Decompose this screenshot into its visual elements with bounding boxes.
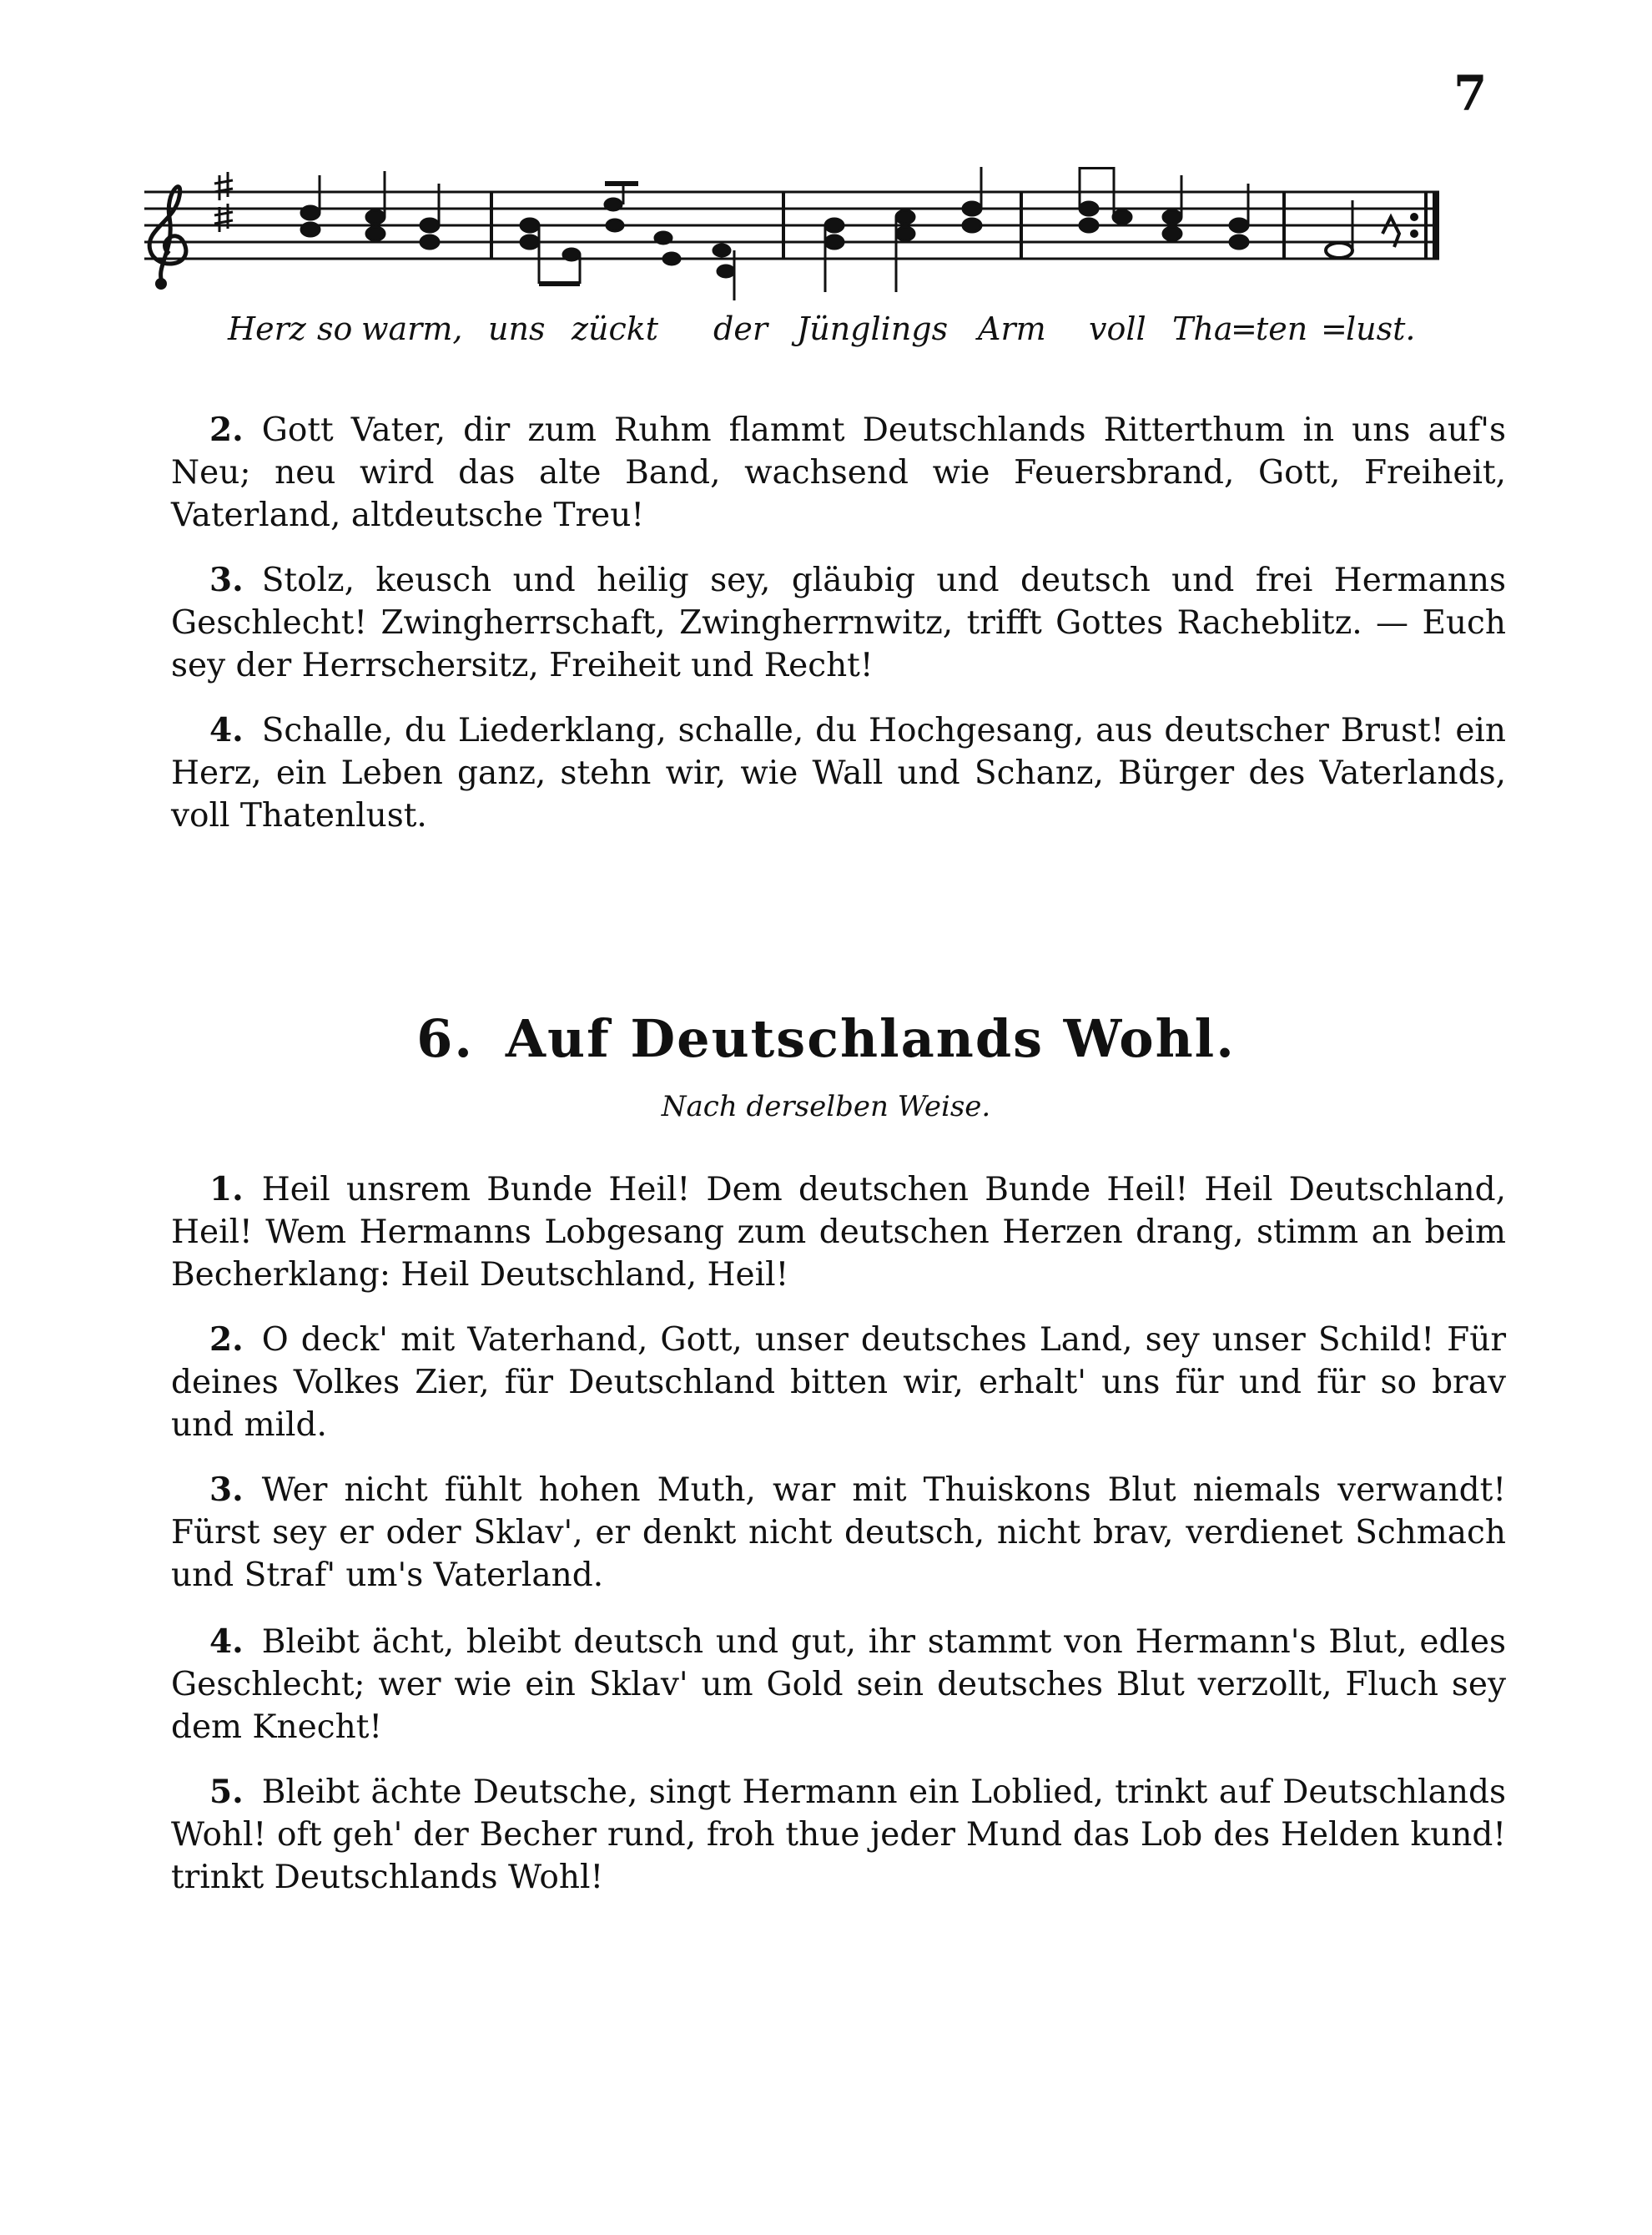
- music-lyrics: [138, 310, 1443, 361]
- music-score: [138, 167, 1443, 309]
- lyric-syllable: voll: [1089, 310, 1146, 347]
- notes: [301, 167, 1352, 300]
- verse-text: Stolz, keusch und heilig sey, gläubig und deutsch und frei Hermanns Geschlecht! Zwingherrschaft, Zwingherrnwitz, trifft Gottes Racheblitz. — Euch sey der Herrschersitz, Freiheit und Recht!: [171, 562, 1506, 684]
- verse-number: 4.: [209, 1622, 244, 1661]
- lyric-syllable: lust.: [1346, 310, 1416, 347]
- lyric-syllable: uns: [488, 310, 546, 347]
- lyric-syllable: =: [1231, 310, 1257, 347]
- verse-number: 3.: [209, 561, 244, 599]
- verse-block: [171, 1621, 1506, 1748]
- page-number: 7: [1453, 65, 1488, 122]
- verse-text: Bleibt ächte Deutsche, singt Hermann ein Loblied, trinkt auf Deutschlands Wohl! oft geh' der Becher rund, froh thue jeder Mund das Lob des Helden kund! trinkt Deutschlands Wohl!: [171, 1773, 1506, 1896]
- verse-number: 1.: [209, 1170, 244, 1208]
- key-signature-sharp-icon: [214, 172, 233, 232]
- verse-block: [171, 1771, 1506, 1899]
- lyric-syllable: Arm: [978, 310, 1046, 347]
- verse-text: Wer nicht fühlt hohen Muth, war mit Thuiskons Blut niemals verwandt! Fürst sey er oder Sklav', er denkt nicht deutsch, nicht brav, verdienet Schmach und Straf' um's Vaterland.: [171, 1471, 1506, 1594]
- lyric-syllable: =: [1321, 310, 1347, 347]
- lyric-syllable: Herz: [228, 310, 306, 347]
- verse-block: [171, 559, 1506, 687]
- verse-text: Gott Vater, dir zum Ruhm flammt Deutschlands Ritterthum in uns auf's Neu; neu wird das alte Band, wachsend wie Feuersbrand, Gott, Freiheit, Vaterland, altdeutsche Treu!: [171, 411, 1506, 534]
- verse-text: O deck' mit Vaterhand, Gott, unser deutsches Land, sey unser Schild! Für deines Volkes Zier, für Deutschland bitten wir, erhalt' uns für und für so brav und mild.: [171, 1321, 1506, 1444]
- verse-text: Heil unsrem Bunde Heil! Dem deutschen Bunde Heil! Heil Deutschland, Heil! Wem Hermanns Lobgesang zum deutschen Herzen drang, stimm an beim Becherklang: Heil Deutschland, Heil!: [171, 1171, 1506, 1294]
- lyric-syllable: zückt: [572, 310, 659, 347]
- verse-number: 3.: [209, 1471, 244, 1509]
- verse-text: Bleibt ächt, bleibt deutsch und gut, ihr stammt von Hermann's Blut, edles Geschlecht; wer wie ein Sklav' um Gold sein deutsches Blut verzollt, Fluch sey dem Knecht!: [171, 1623, 1506, 1746]
- lyric-syllable: Tha: [1172, 310, 1233, 347]
- song-subtitle: Nach derselben Weise.: [661, 1090, 991, 1123]
- verse-block: [171, 409, 1506, 537]
- song-number: 6.: [416, 1008, 474, 1069]
- lyric-syllable: warm,: [361, 310, 463, 347]
- lyric-syllable: so: [317, 310, 353, 347]
- treble-clef-icon: [149, 187, 186, 290]
- song-title: [0, 1008, 1652, 1069]
- verse-block: [171, 1319, 1506, 1446]
- verse-block: [171, 709, 1506, 837]
- lyric-syllable: Jünglings: [797, 310, 949, 347]
- lyric-syllable: der: [713, 310, 768, 347]
- song-title-text: Auf Deutschlands Wohl.: [505, 1008, 1236, 1069]
- lyric-syllable: ten: [1256, 310, 1308, 347]
- verse-number: 4.: [209, 711, 244, 749]
- verse-number: 5.: [209, 1773, 244, 1811]
- verse-block: [171, 1168, 1506, 1296]
- verse-text: Schalle, du Liederklang, schalle, du Hochgesang, aus deutscher Brust! ein Herz, ein Leben ganz, stehn wir, wie Wall und Schanz, Bürger des Vaterlands, voll Thatenlust.: [171, 712, 1506, 835]
- verse-number: 2.: [209, 1320, 244, 1359]
- verse-block: [171, 1469, 1506, 1597]
- verse-number: 2.: [209, 411, 244, 449]
